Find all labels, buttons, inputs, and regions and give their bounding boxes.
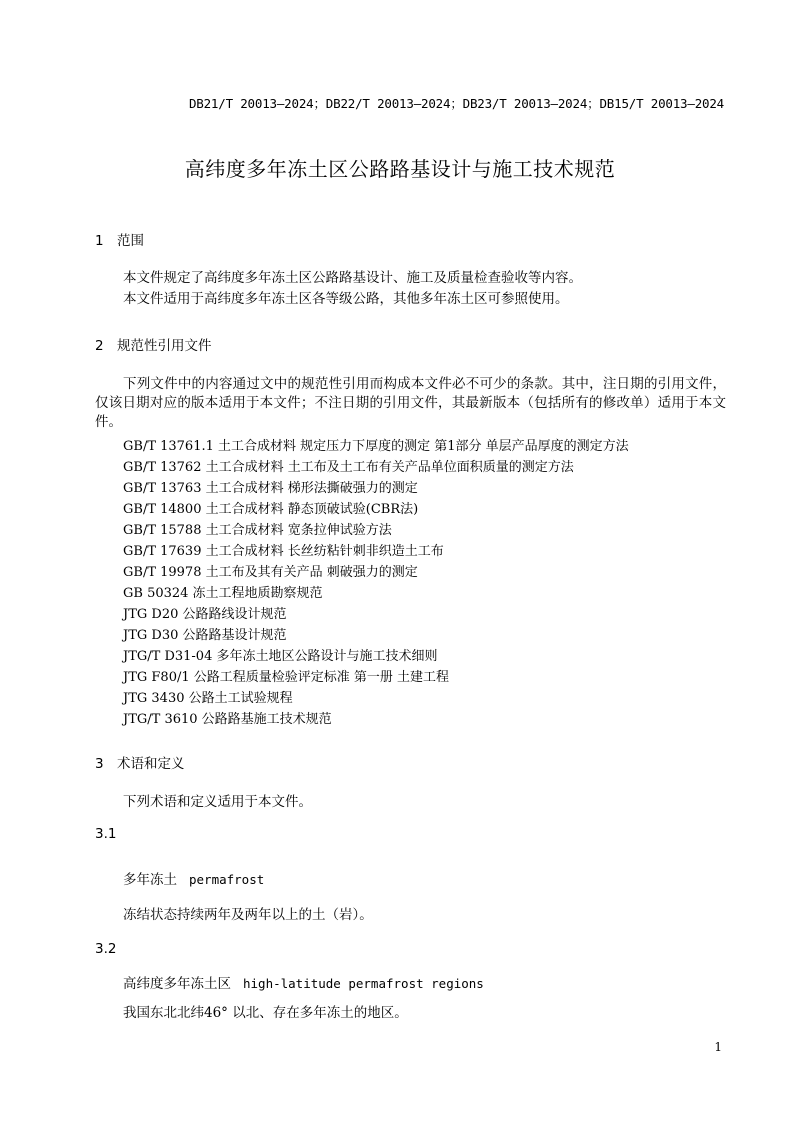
reference-item: JTG/T D31-04 多年冻土地区公路设计与施工技术细则 — [123, 649, 438, 664]
page-number: 1 — [714, 1040, 722, 1054]
term-chinese: 高纬度多年冻土区 — [123, 976, 231, 992]
clause-number: 3.2 — [95, 941, 117, 957]
section-3-intro: 下列术语和定义适用于本文件。 — [123, 794, 312, 810]
term-definition: 我国东北北纬46° 以北、存在多年冻土的地区。 — [123, 1005, 408, 1021]
reference-item: GB/T 17639 土工合成材料 长丝纺粘针刺非织造土工布 — [123, 544, 444, 559]
term-chinese: 多年冻土 — [123, 872, 177, 888]
section-1-paragraph: 本文件规定了高纬度多年冻土区公路路基设计、施工及质量检查验收等内容。 — [123, 270, 582, 286]
section-3-number: 3 — [95, 756, 104, 772]
section-2-number: 2 — [95, 338, 104, 354]
section-3-heading — [95, 752, 185, 772]
reference-item: JTG/T 3610 公路路基施工技术规范 — [123, 712, 332, 727]
normative-reference-list — [123, 436, 629, 730]
reference-item: GB/T 13763 土工合成材料 梯形法撕破强力的测定 — [123, 481, 418, 496]
section-1-paragraph: 本文件适用于高纬度多年冻土区各等级公路，其他多年冻土区可参照使用。 — [123, 291, 569, 307]
term-entry — [123, 972, 484, 992]
reference-item: GB/T 13761.1 土工合成材料 规定压力下厚度的测定 第1部分 单层产品厚度的测定方法 — [123, 439, 629, 454]
section-2-heading — [95, 334, 212, 354]
section-1-heading — [95, 229, 144, 249]
section-3-title: 术语和定义 — [117, 756, 185, 772]
reference-item: GB 50324 冻土工程地质勘察规范 — [123, 586, 323, 601]
term-definition: 冻结状态持续两年及两年以上的土（岩）。 — [123, 907, 373, 923]
reference-item: GB/T 14800 土工合成材料 静态顶破试验(CBR法) — [123, 502, 419, 517]
document-title: 高纬度多年冻土区公路路基设计与施工技术规范 — [184, 157, 616, 181]
clause-number: 3.1 — [95, 826, 117, 842]
section-1-title: 范围 — [117, 233, 144, 249]
reference-item: JTG D20 公路路线设计规范 — [123, 607, 287, 622]
reference-item: JTG F80/1 公路工程质量检验评定标准 第一册 土建工程 — [123, 670, 450, 685]
term-entry — [123, 868, 264, 888]
section-2-intro: 下列文件中的内容通过文中的规范性引用而构成本文件必不可少的条款。其中，注日期的引用文件，仅该日期对应的版本适用于本文件；不注日期的引用文件，其最新版本（包括所有的修改单）适用于本文件。 — [95, 376, 726, 430]
term-english: permafrost — [189, 872, 265, 887]
section-2-title: 规范性引用文件 — [117, 338, 212, 354]
reference-item: JTG D30 公路路基设计规范 — [123, 628, 287, 643]
reference-item: GB/T 15788 土工合成材料 宽条拉伸试验方法 — [123, 523, 392, 538]
standard-number-header: DB21/T 20013—2024；DB22/T 20013—2024；DB23/T 20013—2024；DB15/T 20013—2024 — [188, 96, 724, 111]
reference-item: GB/T 19978 土工布及其有关产品 刺破强力的测定 — [123, 565, 418, 580]
term-english: high-latitude permafrost regions — [243, 976, 484, 991]
reference-item: JTG 3430 公路土工试验规程 — [123, 691, 293, 706]
reference-item: GB/T 13762 土工合成材料 土工布及土工布有关产品单位面积质量的测定方法 — [123, 460, 574, 475]
section-1-number: 1 — [95, 233, 104, 249]
